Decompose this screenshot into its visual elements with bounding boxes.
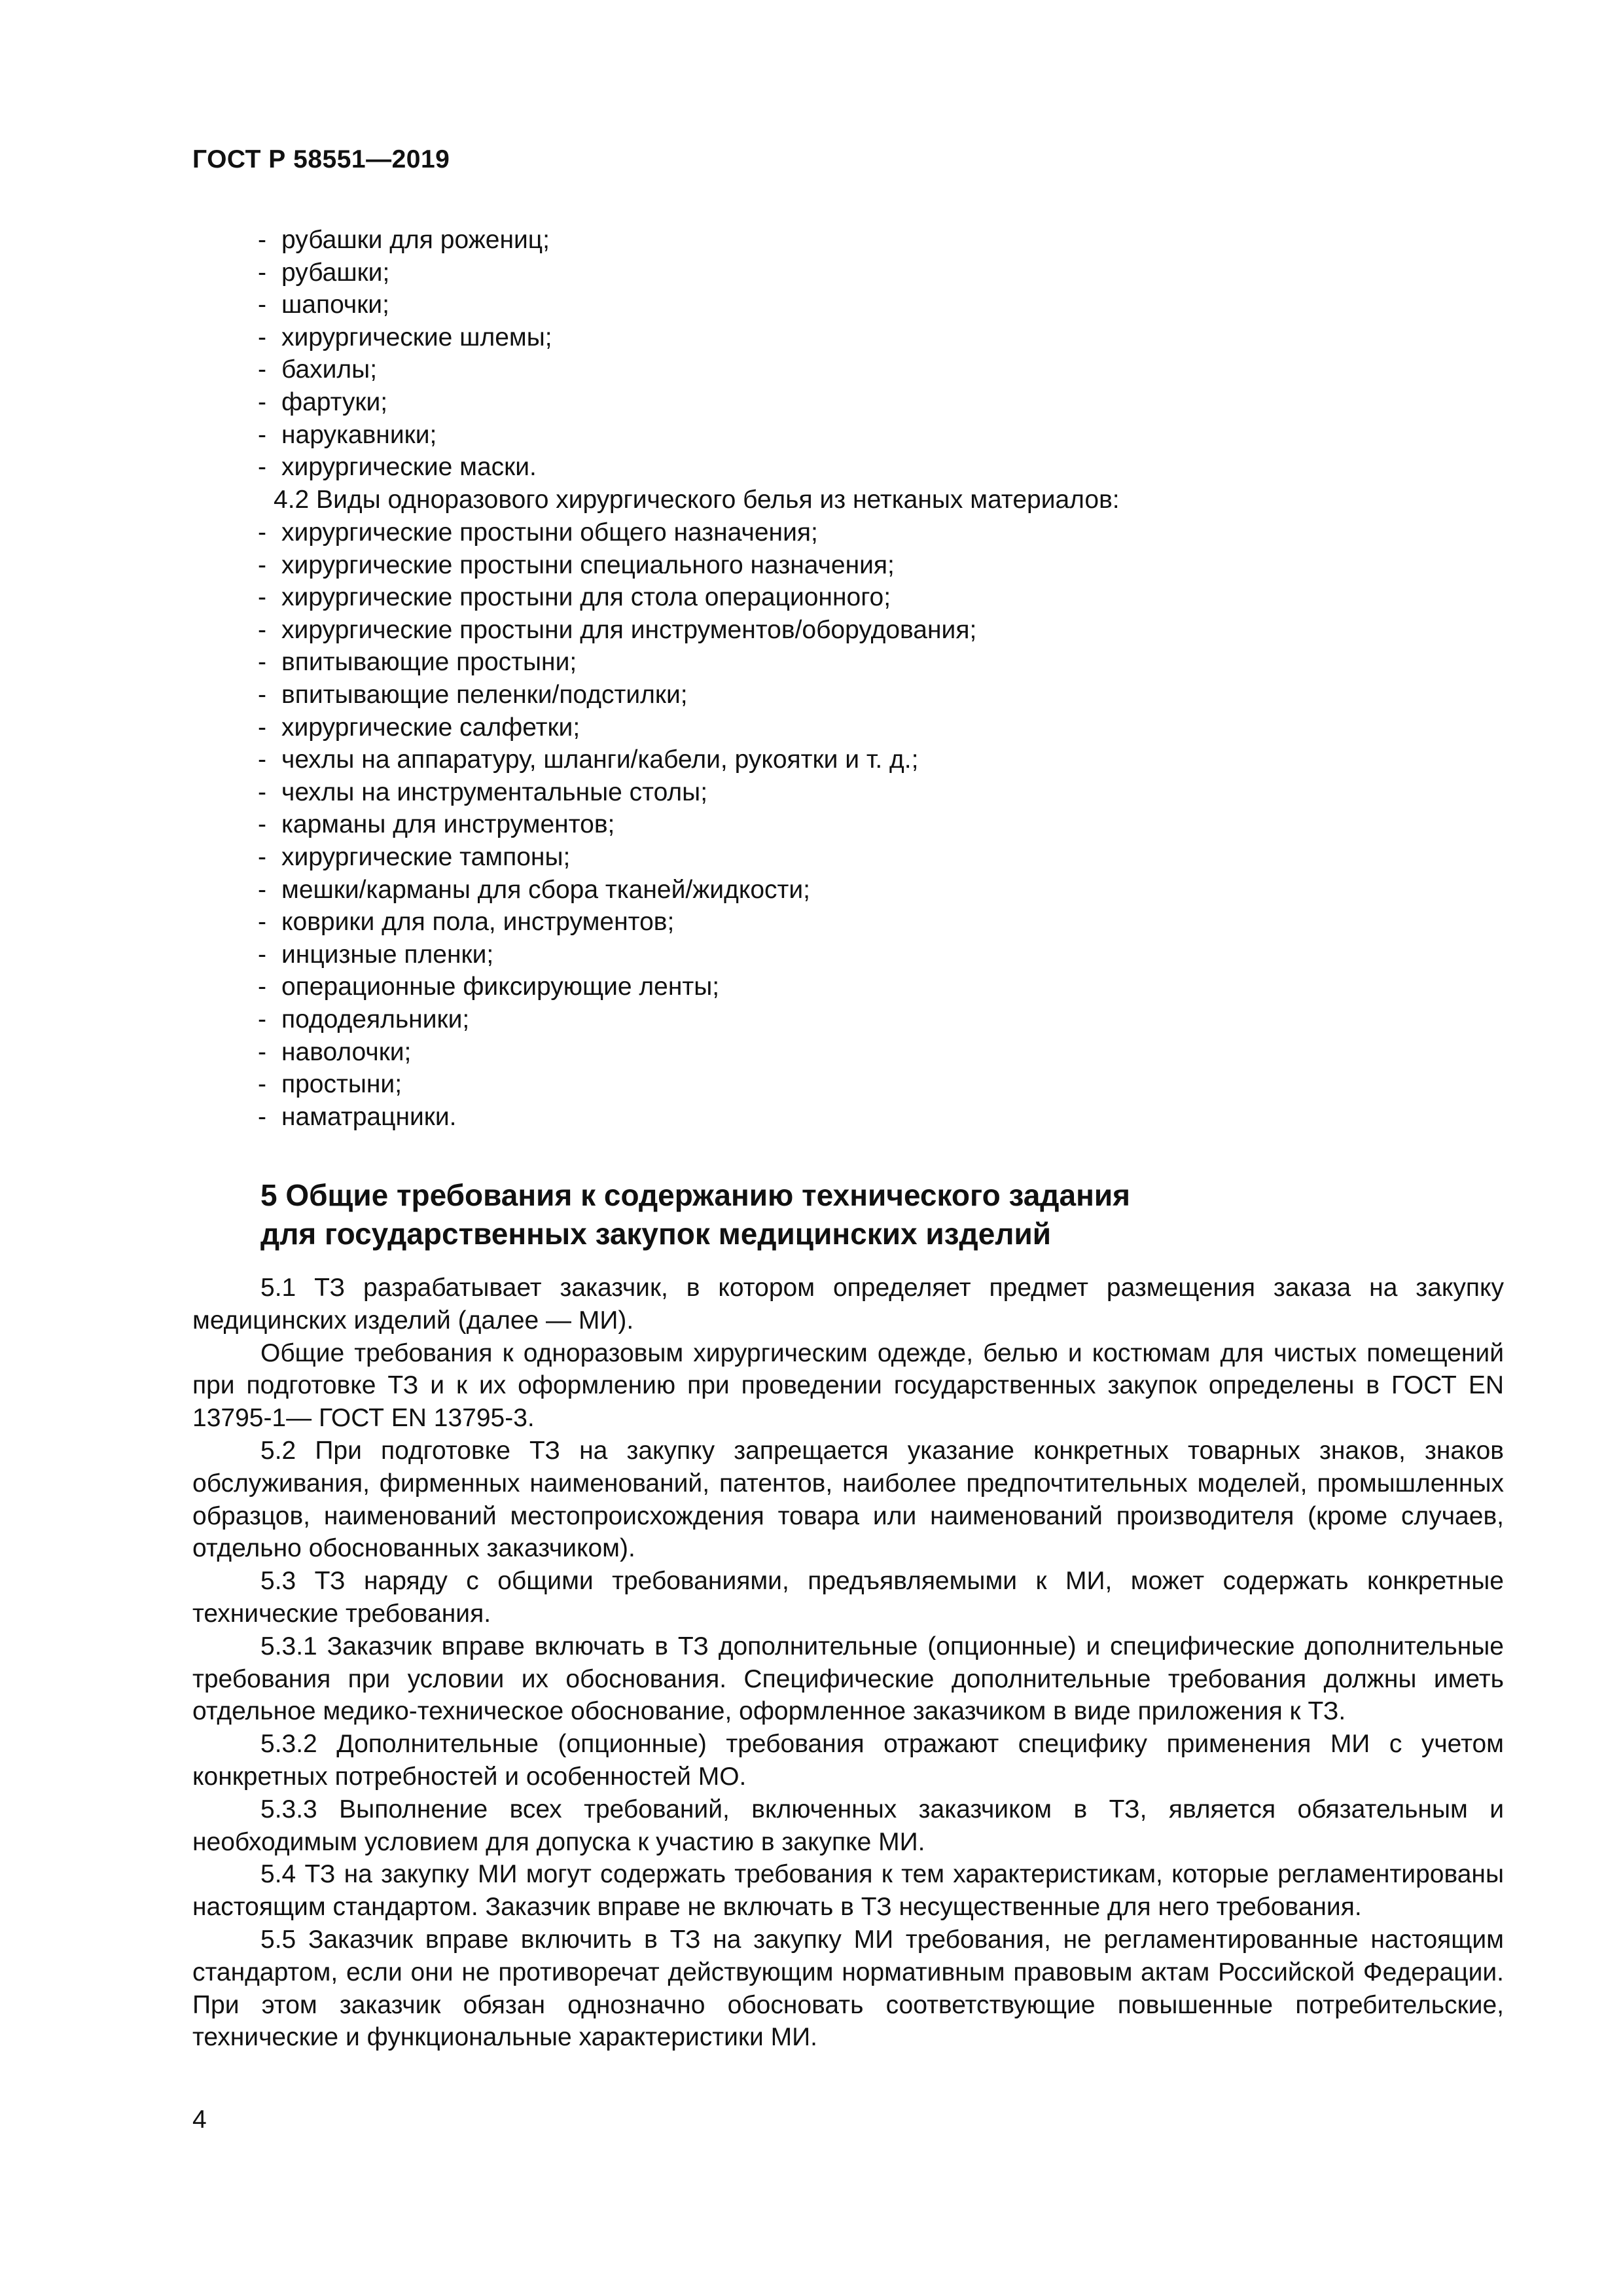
list-item-text: операционные фиксирующие ленты; — [281, 973, 720, 1001]
list-item — [258, 386, 1501, 419]
list-item-text: хирургические простыни для инструментов/оборудования; — [281, 615, 977, 644]
list-item-text: рубашки; — [281, 258, 390, 287]
section-5-body — [192, 1272, 1504, 2054]
list-dash: - — [258, 1102, 266, 1131]
list-item — [258, 841, 1501, 874]
list-item — [258, 744, 1501, 776]
list-item-text: инцизные пленки; — [281, 940, 494, 969]
list-item-text: бахилы; — [281, 355, 378, 384]
list-item — [258, 1036, 1501, 1069]
list-item-text: нарукавники; — [281, 420, 437, 449]
list-item — [258, 224, 1501, 257]
paragraph-5-5: 5.5 Заказчик вправе включить в ТЗ на закупку МИ требования, не регламентированные настоящим стандартом, если они не противоречат действующим нормативным правовым актам Российской Федерации. При этом заказчик обязан однозначно обосновать соответствующие повышенные потребительские, технические и функциональные характеристики МИ. — [192, 1925, 1504, 2052]
list-item — [258, 257, 1501, 289]
list-dash: - — [258, 940, 266, 969]
list-dash: - — [258, 420, 266, 449]
list-item — [258, 646, 1501, 679]
list-item — [258, 906, 1501, 939]
list-item-text: чехлы на инструментальные столы; — [281, 778, 708, 806]
list-dash: - — [258, 323, 266, 351]
list-dash: - — [258, 745, 266, 774]
list-item — [258, 679, 1501, 711]
list-item — [258, 451, 1501, 484]
list-dash: - — [258, 778, 266, 806]
list-item-text: шапочки; — [281, 291, 389, 319]
list-item — [258, 808, 1501, 841]
list-dash: - — [258, 226, 266, 254]
paragraph-5-3: 5.3 ТЗ наряду с общими требованиями, предъявляемыми к МИ, может содержать конкретные технические требования. — [192, 1567, 1504, 1628]
list-item — [258, 776, 1501, 809]
list-item-text: хирургические маски. — [281, 453, 537, 482]
paragraph-5-1-general: Общие требования к одноразовым хирургическим одежде, белью и костюмам для чистых помещений при подготовке ТЗ и к их оформлению при проведении государственных закупок определены в ГОСТ EN 13795-1— ГОСТ EN 13795-3. — [192, 1338, 1504, 1433]
list-dash: - — [258, 550, 266, 579]
list-item-text: хирургические салфетки; — [281, 713, 580, 742]
list-item-text: хирургические шлемы; — [281, 323, 552, 351]
list-item-text: впитывающие пеленки/подстилки; — [281, 680, 688, 709]
list-item — [258, 711, 1501, 744]
list-item-text: наматрацники. — [281, 1102, 457, 1131]
list-item-text: хирургические простыни для стола операционного; — [281, 583, 891, 612]
clothing-types-list — [258, 224, 1501, 484]
list-item — [258, 1003, 1501, 1036]
list-dash: - — [258, 1037, 266, 1066]
list-item-text: коврики для пола, инструментов; — [281, 908, 675, 937]
page-number: 4 — [192, 2106, 207, 2134]
list-dash: - — [258, 973, 266, 1001]
list-item-text: хирургические простыни общего назначения; — [281, 518, 818, 547]
list-dash: - — [258, 355, 266, 384]
list-dash: - — [258, 387, 266, 416]
list-item-text: хирургические простыни специального назначения; — [281, 550, 895, 579]
list-dash: - — [258, 583, 266, 612]
list-dash: - — [258, 1005, 266, 1033]
list-dash: - — [258, 518, 266, 547]
list-item-text: впитывающие простыни; — [281, 648, 577, 677]
paragraph-5-3-1: 5.3.1 Заказчик вправе включать в ТЗ дополнительные (опционные) и специфические дополнительные требования при условии их обоснования. Специфические дополнительные требования должны иметь отдельное медико-техническое обоснование, оформленное заказчиком в виде приложения к ТЗ. — [192, 1632, 1504, 1726]
paragraph-5-2: 5.2 При подготовке ТЗ на закупку запрещается указание конкретных товарных знаков, знаков обслуживания, фирменных наименований, патентов, наиболее предпочтительных моделей, промышленных образцов, наименований местопроисхождения товара или наименований производителя (кроме случаев, отдельно обоснованных заказчиком). — [192, 1436, 1504, 1563]
list-item — [258, 289, 1501, 321]
list-item-text: наволочки; — [281, 1037, 412, 1066]
list-dash: - — [258, 1070, 266, 1099]
paragraph-5-4: 5.4 ТЗ на закупку МИ могут содержать требования к тем характеристикам, которые регламентированы настоящим стандартом. Заказчик вправе не включать в ТЗ несущественные для него требования. — [192, 1860, 1504, 1922]
list-item — [258, 939, 1501, 971]
list-item — [258, 516, 1501, 549]
list-item — [258, 419, 1501, 452]
list-item — [258, 353, 1501, 386]
paragraph-5-1: 5.1 ТЗ разрабатывает заказчик, в котором определяет предмет размещения заказа на закупку медицинских изделий (далее — МИ). — [192, 1274, 1504, 1335]
list-item-text: мешки/карманы для сбора тканей/жидкости; — [281, 875, 811, 904]
section-5-title — [260, 1176, 1504, 1253]
list-dash: - — [258, 680, 266, 709]
list-item — [258, 971, 1501, 1003]
list-dash: - — [258, 258, 266, 287]
list-item-text: хирургические тампоны; — [281, 842, 571, 871]
list-dash: - — [258, 713, 266, 742]
list-item-text: карманы для инструментов; — [281, 810, 615, 839]
list-item — [258, 614, 1501, 647]
list-dash: - — [258, 842, 266, 871]
section-5-title-line-2: для государственных закупок медицинских изделий — [260, 1217, 1052, 1251]
list-dash: - — [258, 291, 266, 319]
document-header-id: ГОСТ Р 58551—2019 — [192, 145, 450, 173]
paragraph-5-3-2: 5.3.2 Дополнительные (опционные) требования отражают специфику применения МИ с учетом конкретных потребностей и особенностей МО. — [192, 1730, 1504, 1791]
list-item-text: чехлы на аппаратуру, шланги/кабели, рукоятки и т. д.; — [281, 745, 919, 774]
linen-types-list — [258, 516, 1501, 1133]
paragraph-5-3-3: 5.3.3 Выполнение всех требований, включенных заказчиком в ТЗ, является обязательным и необходимым условием для допуска к участию в закупке МИ. — [192, 1795, 1504, 1856]
list-dash: - — [258, 453, 266, 482]
list-item — [258, 1101, 1501, 1134]
list-item-text: простыни; — [281, 1070, 402, 1099]
list-dash: - — [258, 648, 266, 677]
subsection-4-2-heading: 4.2 Виды одноразового хирургического белья из нетканых материалов: — [274, 486, 1120, 514]
list-item — [258, 581, 1501, 614]
list-item — [258, 1068, 1501, 1101]
list-item — [258, 321, 1501, 354]
list-item-text: рубашки для рожениц; — [281, 226, 550, 254]
list-item — [258, 874, 1501, 906]
list-dash: - — [258, 908, 266, 937]
list-dash: - — [258, 810, 266, 839]
list-item-text: фартуки; — [281, 387, 388, 416]
section-5-title-line-1: 5 Общие требования к содержанию технического задания — [260, 1178, 1130, 1212]
list-item — [258, 549, 1501, 582]
list-dash: - — [258, 875, 266, 904]
list-dash: - — [258, 615, 266, 644]
list-item-text: пододеяльники; — [281, 1005, 470, 1033]
